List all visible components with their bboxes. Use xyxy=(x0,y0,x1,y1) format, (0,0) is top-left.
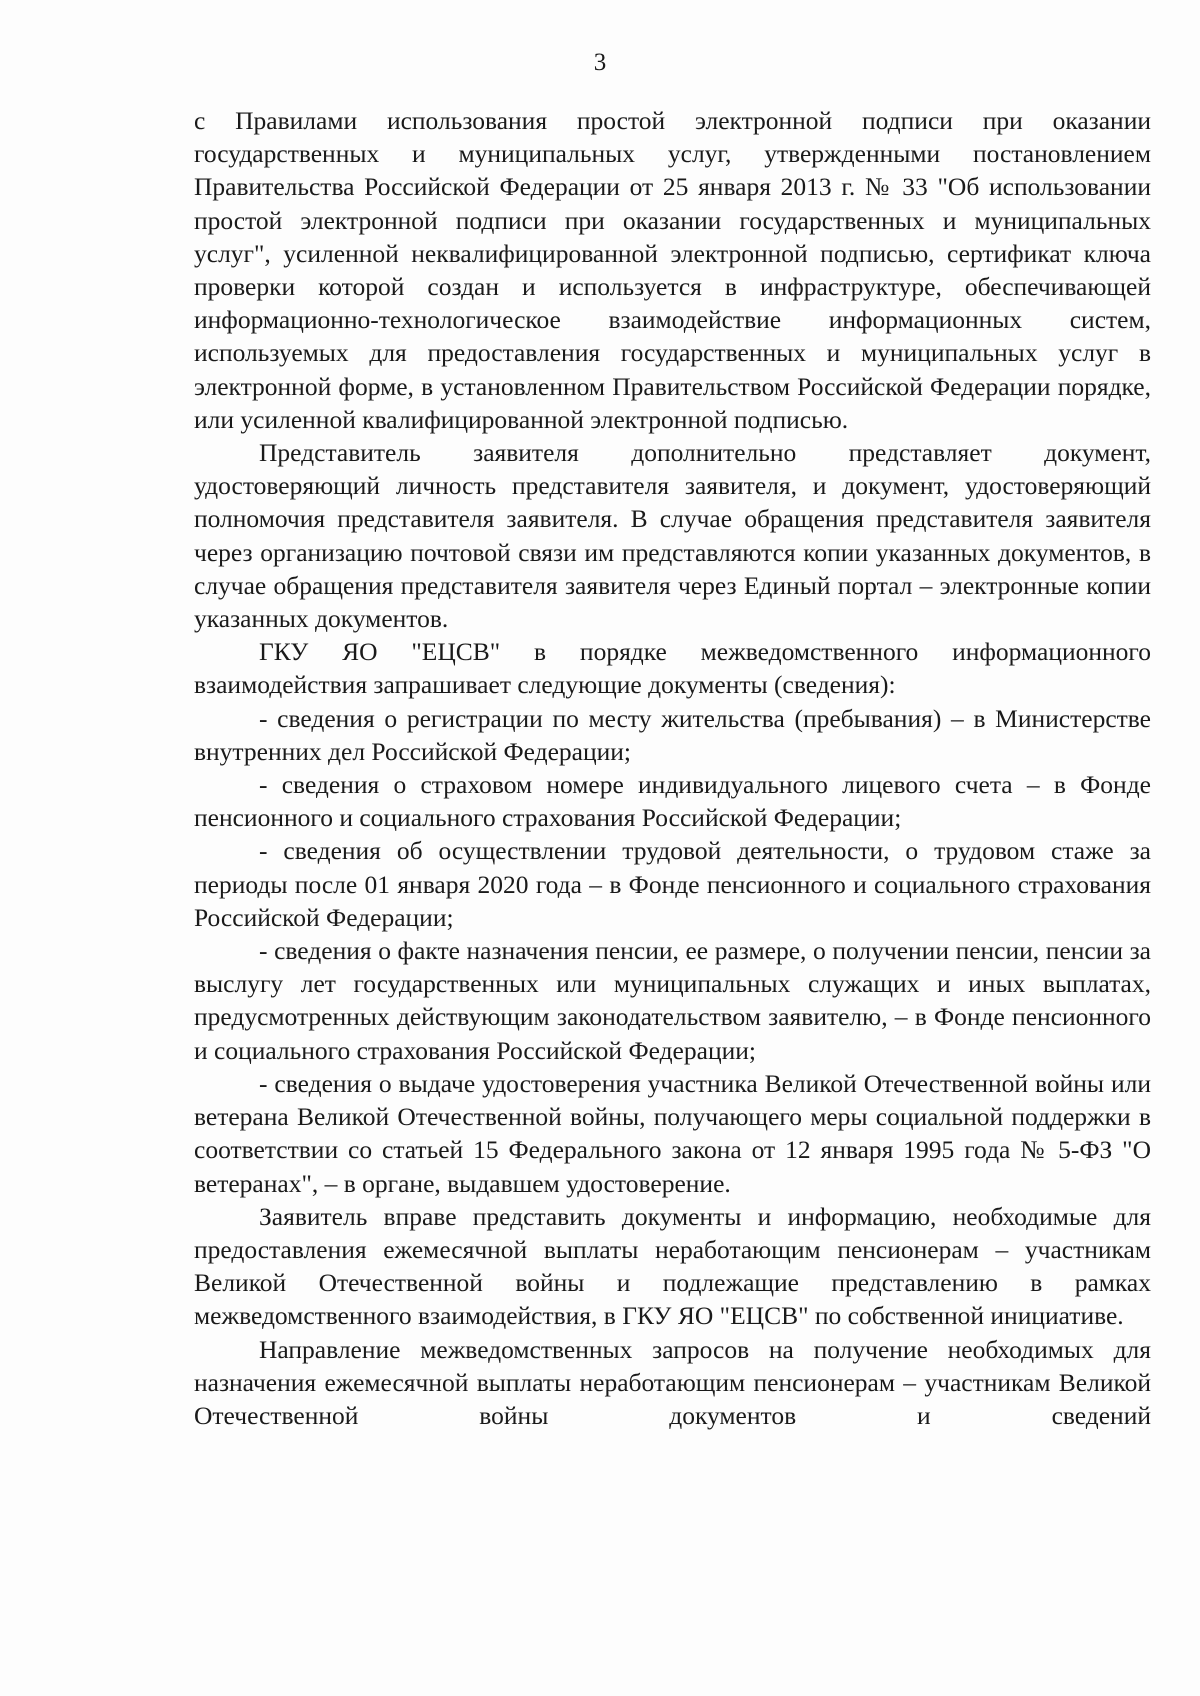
page-number: 3 xyxy=(593,49,607,76)
list-item-insurance-number: - сведения о страховом номере индивидуального лицевого счета – в Фонде пенсионного и социального страхования Российской Федерации; xyxy=(194,770,1151,833)
paragraph-representative-documents: Представитель заявителя дополнительно представляет документ, удостоверяющий личность представителя заявителя, и документ, удостоверяющий полномочия представителя заявителя. В случае обращения представителя заявителя через организацию почтовой связи им представляются копии указанных документов, в случае обращения представителя заявителя через Единый портал – электронные копии указанных документов. xyxy=(194,438,1151,634)
paragraph-own-initiative: Заявитель вправе представить документы и информацию, необходимые для предоставления ежемесячной выплаты неработающим пенсионерам – участникам Великой Отечественной войны и подлежащие представлению в рамках межведомственного взаимодействия, в ГКУ ЯО "ЕЦСВ" по собственной инициативе. xyxy=(194,1201,1151,1331)
list-item-pension: - сведения о факте назначения пенсии, ее размере, о получении пенсии, пенсии за выслугу лет государственных или муниципальных служащих и иных выплатах, предусмотренных действующим законодательством заявителю, – в Фонде пенсионного и социального страхования Российской Федерации; xyxy=(194,936,1151,1065)
document-body xyxy=(194,104,1151,1432)
list-item-registration: - сведения о регистрации по месту жительства (пребывания) – в Министерстве внутренних дел Российской Федерации; xyxy=(194,703,1151,766)
paragraph-interagency-request: ГКУ ЯО "ЕЦСВ" в порядке межведомственного информационного взаимодействия запрашивает следующие документы (сведения): xyxy=(194,637,1151,700)
list-item-veteran-certificate: - сведения о выдаче удостоверения участника Великой Отечественной войны или ветерана Великой Отечественной войны, получающего меры социальной поддержки в соответствии со статьей 15 Федерального закона от 12 января 1995 года № 5-ФЗ "О ветеранах", – в органе, выдавшем удостоверение. xyxy=(194,1068,1151,1198)
list-item-employment: - сведения об осуществлении трудовой деятельности, о трудовом стаже за периоды после 01 января 2020 года – в Фонде пенсионного и социального страхования Российской Федерации; xyxy=(194,836,1151,932)
paragraph-interagency-requests-direction: Направление межведомственных запросов на получение необходимых для назначения ежемесячной выплаты неработающим пенсионерам – участникам Великой Отечественной войны документов и сведений xyxy=(194,1334,1151,1430)
paragraph-signature-rules: с Правилами использования простой электронной подписи при оказании государственных и муниципальных услуг, утвержденными постановлением Правительства Российской Федерации от 25 января 2013 г. № 33 "Об использовании простой электронной подписи при оказании государственных и муниципальных услуг", усиленной неквалифицированной электронной подписью, сертификат ключа проверки которой создан и используется в инфраструктуре, обеспечивающей информационно-технологическое взаимодействие информационных систем, используемых для предоставления государственных и муниципальных услуг в электронной форме, в установленном Правительством Российской Федерации порядке, или усиленной квалифицированной электронной подписью. xyxy=(194,106,1151,434)
